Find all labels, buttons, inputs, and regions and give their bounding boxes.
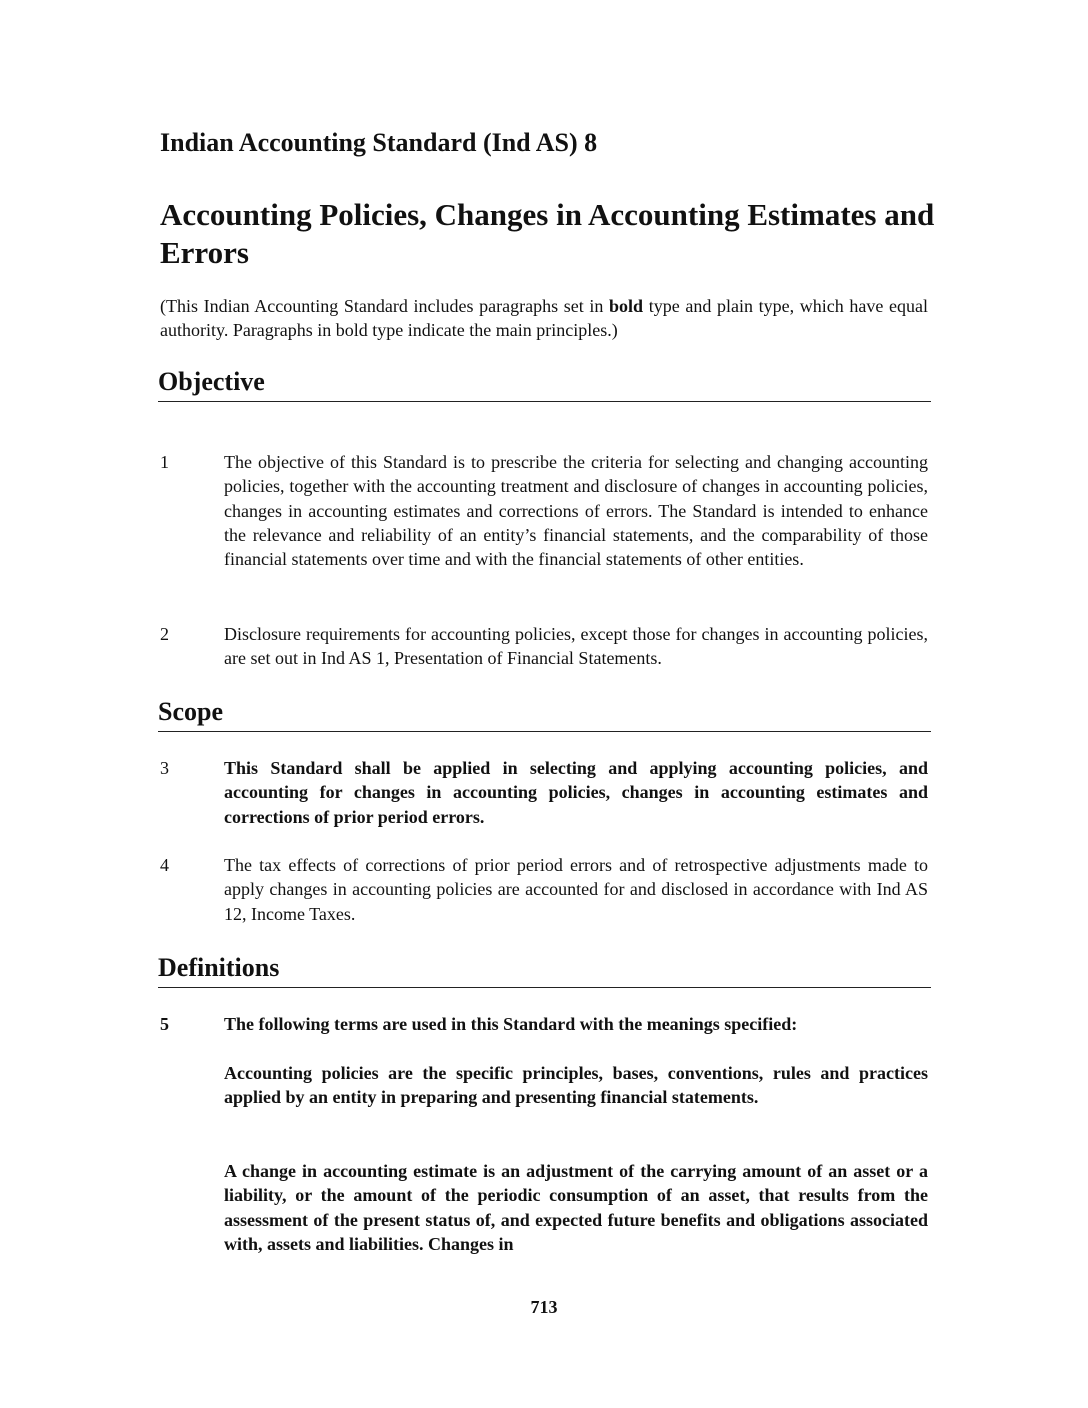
section-heading-objective: Objective [158, 367, 931, 402]
definition-accounting-policies [160, 1061, 928, 1110]
paragraph-2 [160, 622, 928, 671]
page-title: Accounting Policies, Changes in Accounting Estimates and Errors [160, 197, 935, 270]
paragraph-text: This Standard shall be applied in selecting and applying accounting policies, and accounting for changes in accounting policies, changes in accounting estimates and corrections of prior period errors. [224, 758, 928, 827]
intro-note-end: type and plain type, which have equal authority. Paragraphs in bold type indicate the main principles.) [160, 296, 928, 340]
paragraph-text: Disclosure requirements for accounting policies, except those for changes in accounting policies, are set out in Ind AS 1, Presentation of Financial Statements. [224, 624, 928, 669]
paragraph-5 [160, 1012, 928, 1036]
definition-change-in-estimate [160, 1159, 928, 1256]
paragraph-number: 2 [160, 624, 169, 644]
section-heading-definitions: Definitions [158, 953, 931, 988]
intro-note-start: (This Indian Accounting Standard includes paragraphs set in [160, 296, 610, 316]
paragraph-number: 4 [160, 855, 169, 875]
intro-note [160, 294, 928, 342]
paragraph-number: 5 [160, 1014, 169, 1034]
intro-note-bold-word: bold [609, 296, 644, 316]
definition-text: A change in accounting estimate is an adjustment of the carrying amount of an asset or a liability, or the amount of the periodic consumption of an asset, that results from the assessment of the present status of, and expected future benefits and obligations associated with, assets and liabilities. Changes in [224, 1161, 928, 1254]
standard-title: Indian Accounting Standard (Ind AS) 8 [160, 128, 598, 157]
paragraph-number: 1 [160, 452, 169, 472]
paragraph-text: The objective of this Standard is to prescribe the criteria for selecting and changing accounting policies, together with the accounting treatment and disclosure of changes in accounting policies, changes in accounting estimates and corrections of errors. The Standard is intended to enhance the relevance and reliability of an entity’s financial statements, and the comparability of those financial statements over time and with the financial statements of other entities. [224, 452, 928, 570]
section-heading-scope: Scope [158, 697, 931, 732]
paragraph-1 [160, 450, 928, 571]
definition-text: Accounting policies are the specific principles, bases, conventions, rules and practices applied by an entity in preparing and presenting financial statements. [224, 1063, 928, 1108]
paragraph-text: The tax effects of corrections of prior period errors and of retrospective adjustments made to apply changes in accounting policies are accounted for and disclosed in accordance with Ind AS 12, Income Taxes. [224, 855, 928, 924]
paragraph-3 [160, 756, 928, 829]
paragraph-text: The following terms are used in this Standard with the meanings specified: [224, 1014, 798, 1034]
page-number: 713 [530, 1297, 558, 1317]
paragraph-number: 3 [160, 758, 169, 778]
paragraph-4 [160, 853, 928, 926]
